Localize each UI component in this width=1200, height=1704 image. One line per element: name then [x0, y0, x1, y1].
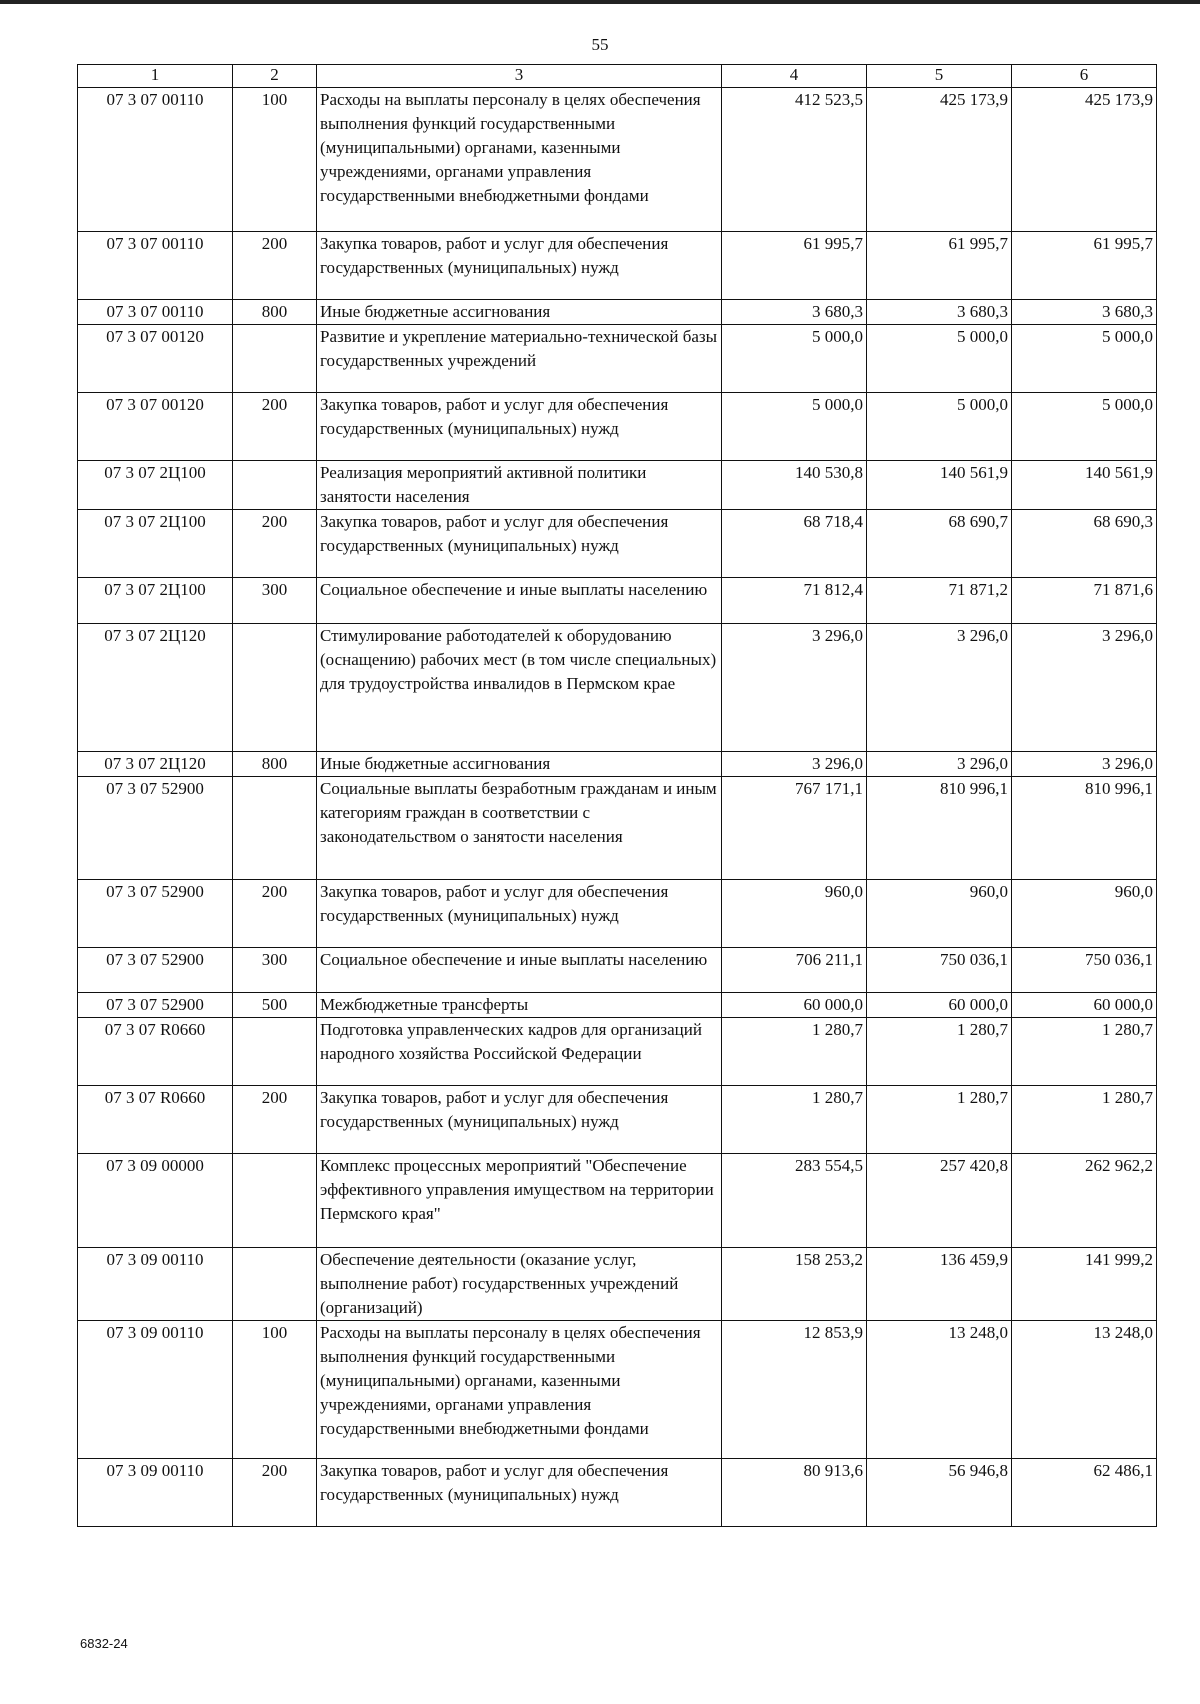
row-code: 07 3 07 52900 — [78, 880, 233, 948]
row-value-year3: 810 996,1 — [1012, 777, 1157, 880]
row-description: Расходы на выплаты персоналу в целях обеспечения выполнения функций государственными (муниципальными) органами, казенными учреждениями, органами управления государственными внебюджетными фондами — [317, 1321, 722, 1459]
column-header-2: 2 — [233, 65, 317, 88]
row-value-year1: 1 280,7 — [722, 1018, 867, 1086]
row-value-year3: 61 995,7 — [1012, 232, 1157, 300]
row-code: 07 3 07 00110 — [78, 88, 233, 232]
table-row — [78, 393, 1157, 461]
table-row — [78, 880, 1157, 948]
table-row — [78, 1248, 1157, 1321]
column-header-1: 1 — [78, 65, 233, 88]
row-value-year2: 5 000,0 — [867, 325, 1012, 393]
row-value-year3: 141 999,2 — [1012, 1248, 1157, 1321]
table-row — [78, 1321, 1157, 1459]
row-expense-type: 300 — [233, 948, 317, 993]
row-value-year2: 1 280,7 — [867, 1086, 1012, 1154]
column-header-4: 4 — [722, 65, 867, 88]
row-value-year2: 56 946,8 — [867, 1459, 1012, 1527]
row-value-year2: 3 296,0 — [867, 752, 1012, 777]
table-row — [78, 948, 1157, 993]
row-value-year3: 5 000,0 — [1012, 325, 1157, 393]
row-expense-type — [233, 461, 317, 510]
row-description: Расходы на выплаты персоналу в целях обеспечения выполнения функций государственными (муниципальными) органами, казенными учреждениями, органами управления государственными внебюджетными фондами — [317, 88, 722, 232]
row-value-year2: 257 420,8 — [867, 1154, 1012, 1248]
row-code: 07 3 07 2Ц120 — [78, 624, 233, 752]
row-description: Закупка товаров, работ и услуг для обеспечения государственных (муниципальных) нужд — [317, 393, 722, 461]
row-description: Закупка товаров, работ и услуг для обеспечения государственных (муниципальных) нужд — [317, 880, 722, 948]
row-value-year3: 13 248,0 — [1012, 1321, 1157, 1459]
column-header-3: 3 — [317, 65, 722, 88]
row-value-year3: 68 690,3 — [1012, 510, 1157, 578]
row-description: Закупка товаров, работ и услуг для обеспечения государственных (муниципальных) нужд — [317, 510, 722, 578]
row-description: Закупка товаров, работ и услуг для обеспечения государственных (муниципальных) нужд — [317, 1086, 722, 1154]
row-code: 07 3 07 2Ц120 — [78, 752, 233, 777]
row-value-year1: 158 253,2 — [722, 1248, 867, 1321]
row-value-year1: 960,0 — [722, 880, 867, 948]
row-value-year3: 750 036,1 — [1012, 948, 1157, 993]
row-value-year2: 140 561,9 — [867, 461, 1012, 510]
row-description: Обеспечение деятельности (оказание услуг, выполнение работ) государственных учреждений (организаций) — [317, 1248, 722, 1321]
row-description: Социальное обеспечение и иные выплаты населению — [317, 578, 722, 624]
row-description: Подготовка управленческих кадров для организаций народного хозяйства Российской Федерации — [317, 1018, 722, 1086]
row-value-year2: 425 173,9 — [867, 88, 1012, 232]
table-row — [78, 993, 1157, 1018]
row-value-year1: 5 000,0 — [722, 393, 867, 461]
row-expense-type: 500 — [233, 993, 317, 1018]
table-row — [78, 1459, 1157, 1527]
row-expense-type — [233, 624, 317, 752]
row-description: Межбюджетные трансферты — [317, 993, 722, 1018]
table-row — [78, 232, 1157, 300]
row-value-year2: 1 280,7 — [867, 1018, 1012, 1086]
row-value-year1: 60 000,0 — [722, 993, 867, 1018]
row-value-year3: 5 000,0 — [1012, 393, 1157, 461]
table-row — [78, 624, 1157, 752]
row-description: Закупка товаров, работ и услуг для обеспечения государственных (муниципальных) нужд — [317, 232, 722, 300]
table-row — [78, 461, 1157, 510]
row-value-year1: 80 913,6 — [722, 1459, 867, 1527]
row-code: 07 3 09 00000 — [78, 1154, 233, 1248]
row-value-year2: 5 000,0 — [867, 393, 1012, 461]
row-value-year1: 3 296,0 — [722, 624, 867, 752]
row-value-year1: 706 211,1 — [722, 948, 867, 993]
row-code: 07 3 07 00110 — [78, 232, 233, 300]
row-expense-type: 800 — [233, 300, 317, 325]
table-row — [78, 1154, 1157, 1248]
table-row — [78, 1086, 1157, 1154]
row-value-year2: 750 036,1 — [867, 948, 1012, 993]
row-value-year3: 1 280,7 — [1012, 1086, 1157, 1154]
document-code: 6832-24 — [80, 1636, 128, 1651]
row-expense-type — [233, 1154, 317, 1248]
row-expense-type: 100 — [233, 1321, 317, 1459]
row-code: 07 3 07 2Ц100 — [78, 578, 233, 624]
row-expense-type: 200 — [233, 1459, 317, 1527]
row-value-year3: 71 871,6 — [1012, 578, 1157, 624]
row-value-year3: 425 173,9 — [1012, 88, 1157, 232]
row-code: 07 3 07 2Ц100 — [78, 510, 233, 578]
table-row — [78, 752, 1157, 777]
row-description: Иные бюджетные ассигнования — [317, 752, 722, 777]
row-value-year3: 60 000,0 — [1012, 993, 1157, 1018]
row-expense-type: 200 — [233, 1086, 317, 1154]
row-value-year2: 810 996,1 — [867, 777, 1012, 880]
row-expense-type: 800 — [233, 752, 317, 777]
row-value-year1: 3 680,3 — [722, 300, 867, 325]
table-row — [78, 88, 1157, 232]
page-number: 55 — [591, 35, 609, 54]
row-code: 07 3 09 00110 — [78, 1459, 233, 1527]
row-description: Стимулирование работодателей к оборудованию (оснащению) рабочих мест (в том числе специальных) для трудоустройства инвалидов в Пермском крае — [317, 624, 722, 752]
row-value-year1: 3 296,0 — [722, 752, 867, 777]
row-expense-type — [233, 777, 317, 880]
row-value-year3: 3 680,3 — [1012, 300, 1157, 325]
row-code: 07 3 07 2Ц100 — [78, 461, 233, 510]
row-code: 07 3 07 52900 — [78, 948, 233, 993]
row-value-year1: 1 280,7 — [722, 1086, 867, 1154]
row-value-year1: 412 523,5 — [722, 88, 867, 232]
row-value-year2: 61 995,7 — [867, 232, 1012, 300]
top-scan-border — [0, 0, 1200, 4]
row-expense-type — [233, 325, 317, 393]
table-row — [78, 1018, 1157, 1086]
row-description: Реализация мероприятий активной политики занятости населения — [317, 461, 722, 510]
row-value-year3: 1 280,7 — [1012, 1018, 1157, 1086]
row-code: 07 3 07 00120 — [78, 393, 233, 461]
row-expense-type: 200 — [233, 880, 317, 948]
row-expense-type: 200 — [233, 393, 317, 461]
table-body — [78, 88, 1157, 1527]
row-value-year2: 3 680,3 — [867, 300, 1012, 325]
row-value-year3: 3 296,0 — [1012, 624, 1157, 752]
budget-table — [77, 64, 1157, 1527]
row-expense-type: 200 — [233, 232, 317, 300]
row-code: 07 3 09 00110 — [78, 1321, 233, 1459]
row-value-year2: 13 248,0 — [867, 1321, 1012, 1459]
row-description: Развитие и укрепление материально-технической базы государственных учреждений — [317, 325, 722, 393]
column-header-5: 5 — [867, 65, 1012, 88]
row-code: 07 3 07 00110 — [78, 300, 233, 325]
row-expense-type: 100 — [233, 88, 317, 232]
row-value-year2: 3 296,0 — [867, 624, 1012, 752]
table-row — [78, 578, 1157, 624]
row-code: 07 3 07 52900 — [78, 777, 233, 880]
row-description: Социальные выплаты безработным гражданам и иным категориям граждан в соответствии с законодательством о занятости населения — [317, 777, 722, 880]
row-value-year1: 68 718,4 — [722, 510, 867, 578]
row-code: 07 3 07 00120 — [78, 325, 233, 393]
row-value-year3: 140 561,9 — [1012, 461, 1157, 510]
column-header-6: 6 — [1012, 65, 1157, 88]
row-code: 07 3 07 R0660 — [78, 1086, 233, 1154]
row-expense-type — [233, 1018, 317, 1086]
row-code: 07 3 07 R0660 — [78, 1018, 233, 1086]
row-value-year1: 61 995,7 — [722, 232, 867, 300]
row-code: 07 3 07 52900 — [78, 993, 233, 1018]
row-expense-type: 200 — [233, 510, 317, 578]
row-value-year1: 5 000,0 — [722, 325, 867, 393]
row-expense-type: 300 — [233, 578, 317, 624]
row-value-year1: 12 853,9 — [722, 1321, 867, 1459]
row-value-year1: 140 530,8 — [722, 461, 867, 510]
row-description: Иные бюджетные ассигнования — [317, 300, 722, 325]
row-code: 07 3 09 00110 — [78, 1248, 233, 1321]
table-header-row — [78, 65, 1157, 88]
row-value-year3: 62 486,1 — [1012, 1459, 1157, 1527]
row-value-year2: 136 459,9 — [867, 1248, 1012, 1321]
row-description: Комплекс процессных мероприятий "Обеспечение эффективного управления имуществом на территории Пермского края" — [317, 1154, 722, 1248]
row-value-year2: 60 000,0 — [867, 993, 1012, 1018]
row-value-year3: 3 296,0 — [1012, 752, 1157, 777]
row-value-year2: 960,0 — [867, 880, 1012, 948]
row-value-year1: 767 171,1 — [722, 777, 867, 880]
row-value-year1: 283 554,5 — [722, 1154, 867, 1248]
row-description: Социальное обеспечение и иные выплаты населению — [317, 948, 722, 993]
row-description: Закупка товаров, работ и услуг для обеспечения государственных (муниципальных) нужд — [317, 1459, 722, 1527]
row-expense-type — [233, 1248, 317, 1321]
row-value-year3: 262 962,2 — [1012, 1154, 1157, 1248]
row-value-year3: 960,0 — [1012, 880, 1157, 948]
table-row — [78, 510, 1157, 578]
row-value-year2: 71 871,2 — [867, 578, 1012, 624]
table-row — [78, 777, 1157, 880]
row-value-year1: 71 812,4 — [722, 578, 867, 624]
row-value-year2: 68 690,7 — [867, 510, 1012, 578]
table-row — [78, 325, 1157, 393]
table-row — [78, 300, 1157, 325]
